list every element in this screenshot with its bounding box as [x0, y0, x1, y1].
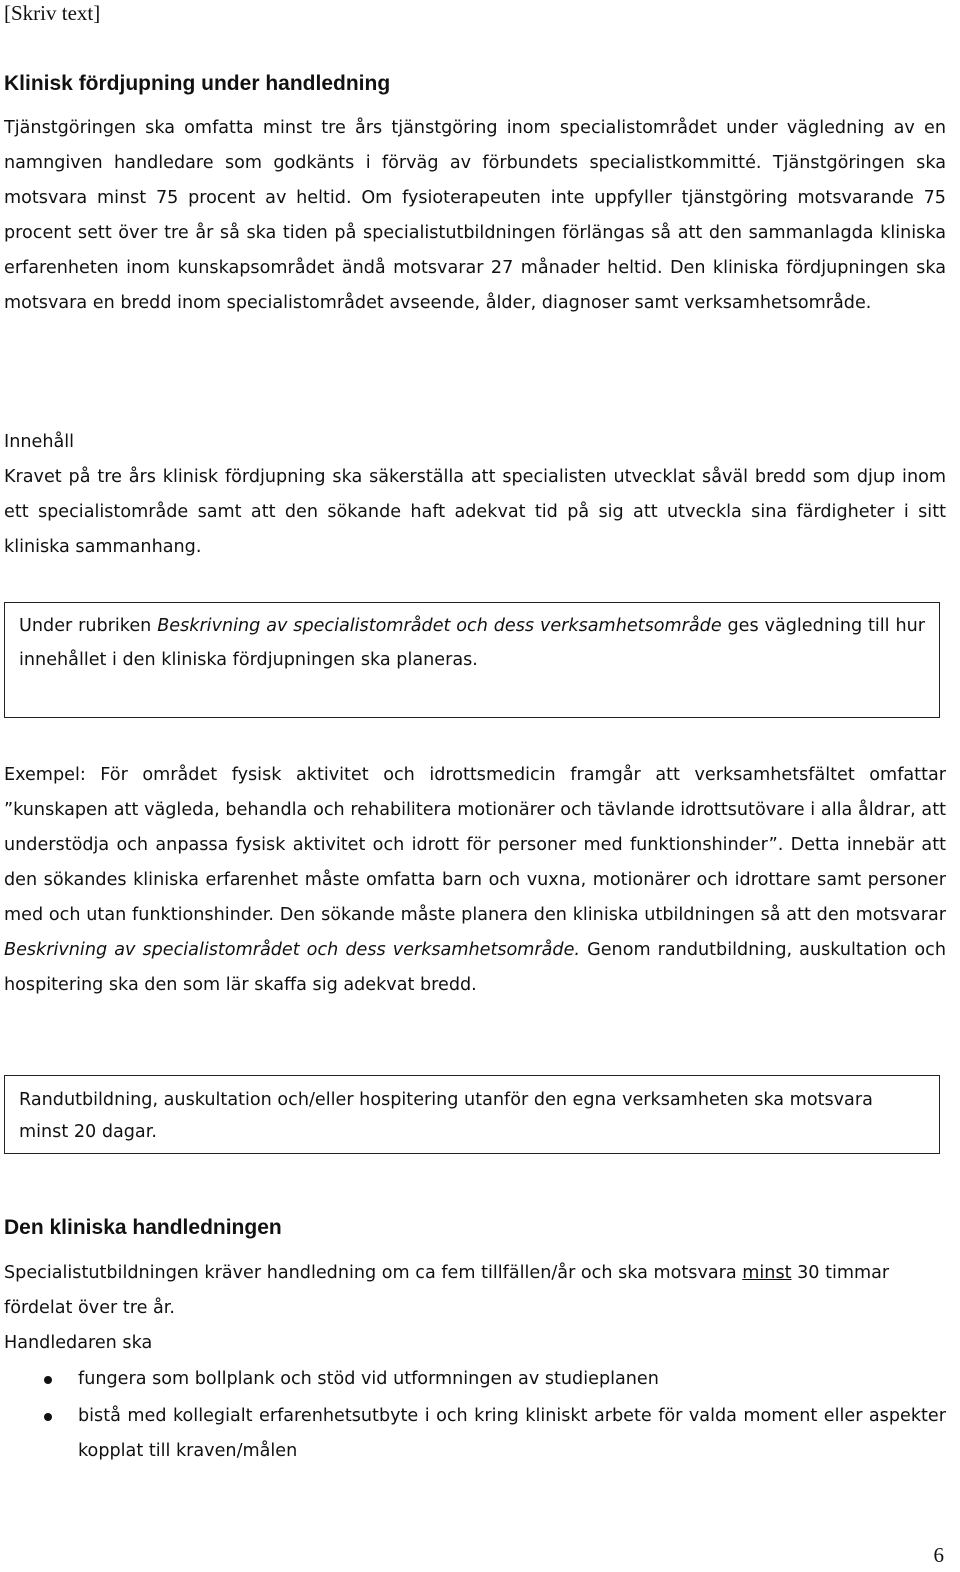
content-paragraph: Kravet på tre års klinisk fördjupning ska säkerställa att specialisten utvecklat såväl bredd som djup inom ett specialistområde samt att den sökande haft adekvat tid på sig att utveckla sina färdigheter i sitt kliniska sammanhang. — [4, 467, 946, 557]
header-placeholder: [Skriv text] — [4, 1, 101, 25]
example-text-italic: Beskrivning av specialistområdet och dess verksamhetsområde. — [4, 940, 581, 960]
list-item — [4, 1362, 946, 1397]
list-item-text: bistå med kollegialt erfarenhetsutbyte i och kring kliniskt arbete för valda moment eller aspekter kopplat till kraven/målen — [78, 1406, 946, 1461]
page-number: 6 — [933, 1543, 944, 1567]
supervision-text-before: Specialistutbildningen kräver handledning om ca fem tillfällen/år och ska motsvara — [4, 1263, 743, 1283]
section-title-supervision: Den kliniska handledningen — [4, 1216, 282, 1239]
requirement-box — [4, 1075, 940, 1154]
guidance-text-after: ges vägledning till hur innehållet i den kliniska fördjupningen ska planeras. — [19, 616, 925, 670]
supervisor-label: Handledaren ska — [4, 1333, 153, 1353]
supervision-paragraph — [4, 1256, 946, 1326]
guidance-text-before: Under rubriken — [19, 616, 158, 636]
list-item-text: fungera som bollplank och stöd vid utformningen av studieplanen — [78, 1369, 659, 1389]
supervision-text-underlined: minst — [742, 1263, 792, 1283]
clinical-deepening-paragraph: Tjänstgöringen ska omfatta minst tre års tjänstgöring inom specialistområdet under vägledning av en namngiven handledare som godkänts i förväg av förbundets specialistkommitté. Tjänstgöringen ska motsvara minst 75 procent av heltid. Om fysioterapeuten inte uppfyller tjänstgöring motsvarande 75 procent sett över tre år så ska tiden på specialistutbildningen förlängas så att den sammanlagda kliniska erfarenheten inom kunskapsområdet ändå motsvarar 27 månader heltid. Den kliniska fördjupningen ska motsvara en bredd inom specialistområdet avseende, ålder, diagnoser samt verksamhetsområde. — [4, 118, 946, 313]
content-label: Innehåll — [4, 432, 75, 452]
guidance-box — [4, 602, 940, 718]
section-title-clinical-deepening: Klinisk fördjupning under handledning — [4, 72, 391, 95]
supervisor-duties-list — [4, 1362, 946, 1469]
requirement-box-text: Randutbildning, auskultation och/eller hospitering utanför den egna verksamheten ska motsvara minst 20 dagar. — [19, 1090, 873, 1142]
example-text-after: Genom randutbildning, auskultation och hospitering ska den som lär skaffa sig adekvat bredd. — [4, 940, 946, 995]
bullet-icon — [44, 1376, 52, 1384]
example-paragraph — [4, 758, 946, 1003]
bullet-icon — [44, 1413, 52, 1421]
example-text-before: Exempel: För området fysisk aktivitet och idrottsmedicin framgår att verksamhetsfältet omfattar ”kunskapen att vägleda, behandla och rehabilitera motionärer och tävlande idrottsutövare i alla åldrar, att understödja och anpassa fysisk aktivitet och idrott för personer med funktionshinder”. Detta innebär att den sökandes kliniska erfarenhet måste omfatta barn och vuxna, motionärer och idrottare samt personer med och utan funktionshinder. Den sökande måste planera den kliniska utbildningen så att den motsvarar — [4, 765, 946, 925]
list-item — [4, 1399, 946, 1469]
guidance-text-italic: Beskrivning av specialistområdet och dess verksamhetsområde — [157, 616, 722, 636]
supervision-text-after: 30 timmar fördelat över tre år. — [4, 1263, 890, 1318]
guidance-box-text — [19, 609, 925, 677]
